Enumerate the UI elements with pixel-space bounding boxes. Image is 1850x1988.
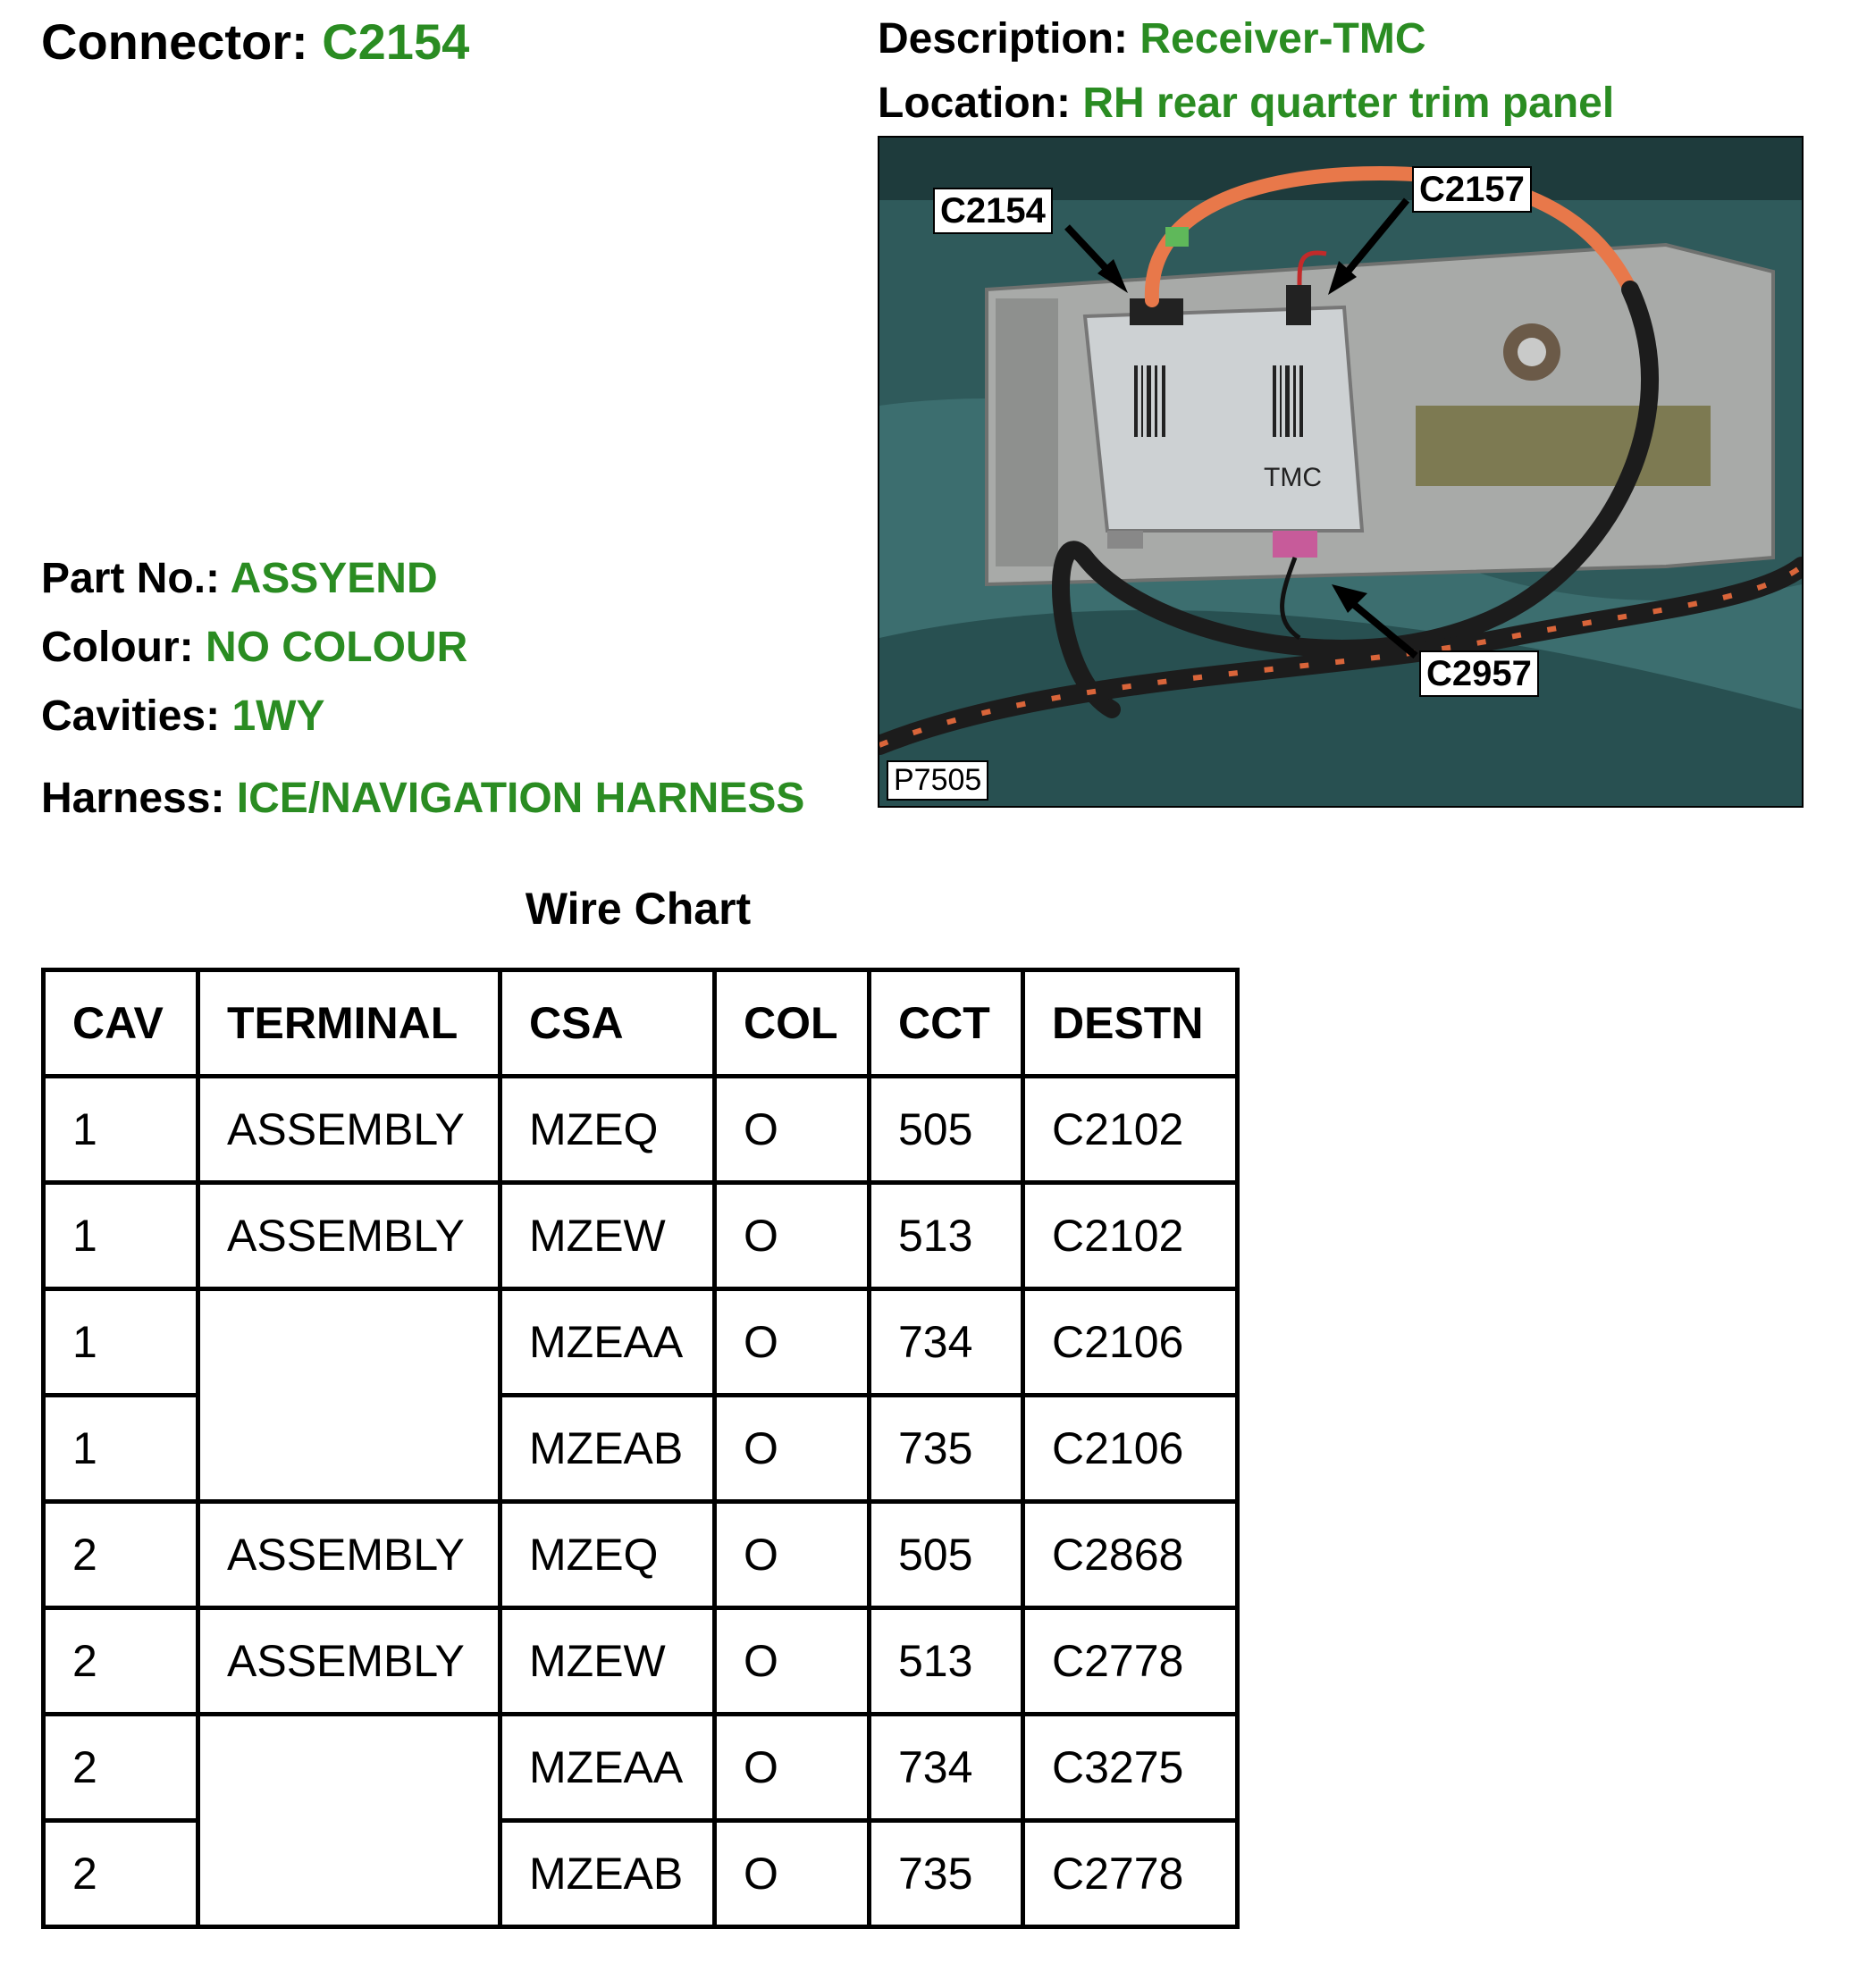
location-value: RH rear quarter trim panel	[1082, 80, 1615, 127]
part-no-label: Part No.:	[41, 555, 221, 602]
cell-cav: 2	[44, 1502, 198, 1608]
cell-cav: 1	[44, 1183, 198, 1289]
wire-chart-title: Wire Chart	[525, 884, 752, 934]
col-header-csa: CSA	[500, 970, 715, 1077]
cell-csa: MZEAA	[500, 1715, 715, 1821]
colour-field	[41, 623, 467, 672]
location-label: Location:	[878, 80, 1071, 127]
cell-cct: 734	[870, 1289, 1023, 1396]
cell-destn: C2778	[1023, 1821, 1238, 1927]
col-header-terminal: TERMINAL	[198, 970, 500, 1077]
cell-col: O	[715, 1715, 870, 1821]
cavities-label: Cavities:	[41, 692, 221, 740]
cell-col: O	[715, 1183, 870, 1289]
description-label: Description:	[878, 15, 1129, 63]
cell-destn: C2868	[1023, 1502, 1238, 1608]
cell-destn: C2778	[1023, 1608, 1238, 1715]
cell-cav: 2	[44, 1715, 198, 1821]
cell-col: O	[715, 1821, 870, 1927]
cell-csa: MZEW	[500, 1183, 715, 1289]
connector-field	[41, 13, 469, 71]
cell-col: O	[715, 1396, 870, 1502]
cavities-field	[41, 692, 324, 741]
col-header-cct: CCT	[870, 970, 1023, 1077]
colour-value: NO COLOUR	[205, 624, 468, 671]
cell-cct: 505	[870, 1502, 1023, 1608]
cell-terminal: ASSEMBLY	[198, 1183, 500, 1289]
cell-cav: 1	[44, 1396, 198, 1502]
colour-label: Colour:	[41, 624, 194, 671]
cell-col: O	[715, 1502, 870, 1608]
location-field	[878, 79, 1614, 128]
cell-csa: MZEAA	[500, 1289, 715, 1396]
cell-terminal	[198, 1289, 500, 1502]
cell-destn: C2102	[1023, 1077, 1238, 1183]
cavities-value: 1WY	[231, 692, 325, 740]
part-no-value: ASSYEND	[230, 555, 438, 602]
col-header-col: COL	[715, 970, 870, 1077]
cell-col: O	[715, 1077, 870, 1183]
cell-cct: 505	[870, 1077, 1023, 1183]
cell-cct: 513	[870, 1608, 1023, 1715]
cell-cct: 735	[870, 1821, 1023, 1927]
cell-terminal: ASSEMBLY	[198, 1077, 500, 1183]
col-header-cav: CAV	[44, 970, 198, 1077]
table-header-row	[44, 970, 1238, 1077]
cell-destn: C3275	[1023, 1715, 1238, 1821]
harness-value: ICE/NAVIGATION HARNESS	[236, 775, 805, 822]
harness-label: Harness:	[41, 775, 225, 822]
cell-col: O	[715, 1289, 870, 1396]
cell-cav: 1	[44, 1077, 198, 1183]
part-no-field	[41, 554, 438, 603]
callout-c2957: C2957	[1419, 650, 1539, 697]
cell-destn: C2102	[1023, 1183, 1238, 1289]
wire-chart-table	[41, 968, 1240, 1929]
description-field	[878, 14, 1425, 63]
cell-csa: MZEAB	[500, 1396, 715, 1502]
cell-destn: C2106	[1023, 1289, 1238, 1396]
cell-cav: 2	[44, 1821, 198, 1927]
cell-col: O	[715, 1608, 870, 1715]
table-row	[44, 1289, 1238, 1396]
connector-value: C2154	[322, 13, 470, 70]
cell-terminal	[198, 1715, 500, 1927]
cell-cav: 2	[44, 1608, 198, 1715]
table-row	[44, 1608, 1238, 1715]
cell-csa: MZEAB	[500, 1821, 715, 1927]
cell-terminal: ASSEMBLY	[198, 1608, 500, 1715]
table-row	[44, 1715, 1238, 1821]
col-header-destn: DESTN	[1023, 970, 1238, 1077]
callout-c2154: C2154	[933, 188, 1053, 234]
cell-csa: MZEQ	[500, 1502, 715, 1608]
location-photo	[878, 136, 1804, 808]
photo-illustration	[879, 138, 1802, 806]
harness-field	[41, 774, 804, 823]
cell-cav: 1	[44, 1289, 198, 1396]
module-label: TMC	[1264, 463, 1322, 492]
callout-c2157: C2157	[1412, 166, 1532, 213]
cell-csa: MZEQ	[500, 1077, 715, 1183]
photo-id: P7505	[887, 760, 988, 801]
table-row	[44, 1502, 1238, 1608]
cell-csa: MZEW	[500, 1608, 715, 1715]
cell-cct: 735	[870, 1396, 1023, 1502]
cell-terminal: ASSEMBLY	[198, 1502, 500, 1608]
table-row	[44, 1077, 1238, 1183]
table-row	[44, 1183, 1238, 1289]
description-value: Receiver-TMC	[1139, 15, 1426, 63]
connector-label: Connector:	[41, 13, 308, 70]
cell-cct: 734	[870, 1715, 1023, 1821]
cell-cct: 513	[870, 1183, 1023, 1289]
cell-destn: C2106	[1023, 1396, 1238, 1502]
